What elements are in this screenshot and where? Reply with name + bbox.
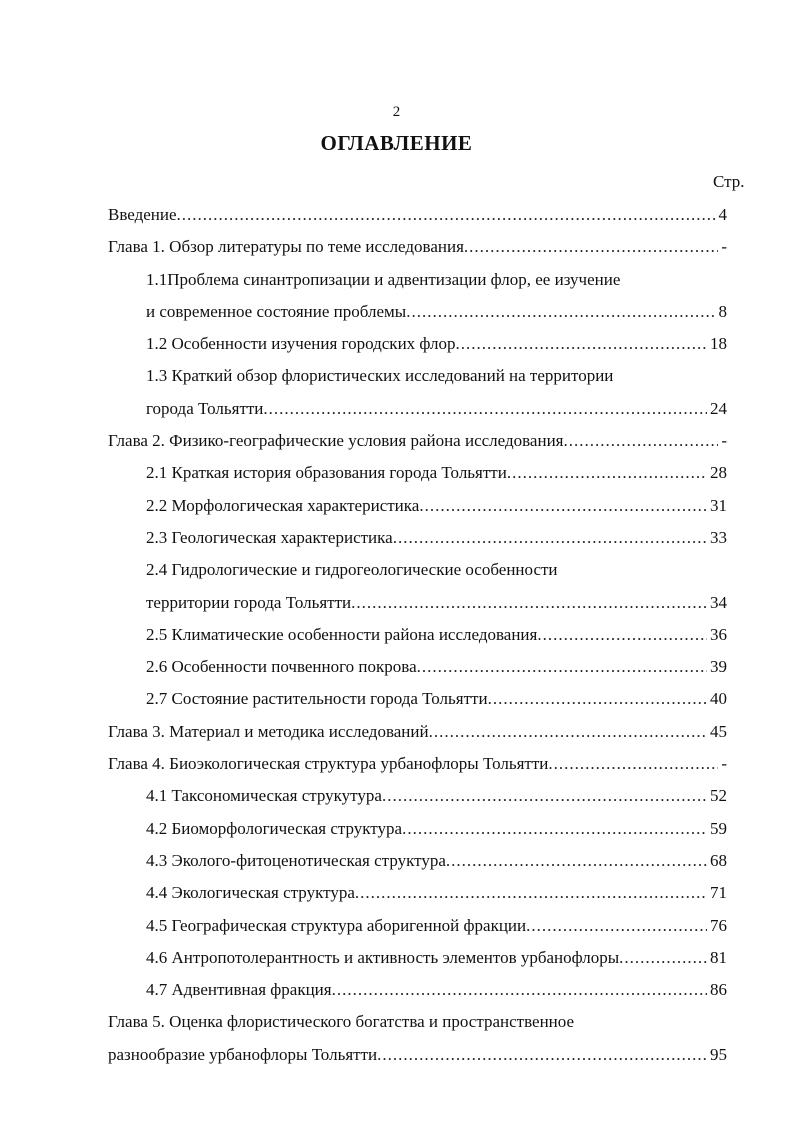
toc-entry — [0, 1042, 727, 1074]
toc-entry-page: - — [721, 237, 727, 257]
toc-entry — [0, 299, 727, 331]
toc-entry-title: города Тольятти — [146, 398, 264, 418]
toc-entry-title: 4.4 Экологическая структура — [146, 883, 355, 903]
toc-entry — [0, 493, 727, 525]
toc-entry-page: 40 — [710, 689, 727, 709]
toc-entry-title: Глава 5. Оценка флористического богатства и пространственное — [108, 1012, 575, 1032]
toc-entry-title: 1.2 Особенности изучения городских флор — [146, 334, 456, 354]
toc-entry-title: 2.1 Краткая история образования города Тольятти — [146, 463, 507, 483]
toc-entry — [0, 945, 727, 977]
toc-entry-page: 34 — [710, 592, 727, 612]
dot-leader — [355, 880, 707, 912]
toc-entry — [0, 557, 793, 589]
toc-entry-page: - — [721, 754, 727, 774]
toc-entry — [0, 816, 727, 848]
toc-entry — [0, 686, 727, 718]
toc-entry-title: 2.7 Состояние растительности города Тольятти — [146, 689, 488, 709]
toc-entry-page: 76 — [710, 915, 727, 935]
toc-entry-title: 4.7 Адвентивная фракция — [146, 980, 332, 1000]
dot-leader — [263, 396, 707, 428]
dot-leader — [177, 202, 716, 234]
toc-entry — [0, 428, 727, 460]
toc-entry-title: 2.6 Особенности почвенного покрова — [146, 657, 417, 677]
page-column-label: Стр. — [713, 172, 745, 191]
dot-leader — [446, 848, 707, 880]
toc-entry-page: 28 — [710, 463, 727, 483]
page-title: ОГЛАВЛЕНИЕ — [320, 131, 473, 155]
toc-entry — [0, 654, 727, 686]
toc-entry — [0, 783, 727, 815]
dot-leader — [563, 428, 718, 460]
dot-leader — [351, 590, 707, 622]
toc-entry — [0, 880, 727, 912]
toc-entry — [0, 1009, 793, 1041]
toc-entry-page: 36 — [710, 624, 727, 644]
toc-entry-page: 18 — [710, 334, 727, 354]
toc-entry-title: Глава 4. Биоэкологическая структура урбанофлоры Тольятти — [108, 754, 549, 774]
toc-entry — [0, 460, 727, 492]
toc-entry-page: 71 — [710, 883, 727, 903]
toc-entry — [0, 590, 727, 622]
toc-entry-page: 45 — [710, 721, 727, 741]
toc-entry-title: 2.2 Морфологическая характеристика — [146, 495, 420, 515]
dot-leader — [417, 654, 707, 686]
dot-leader — [382, 783, 707, 815]
toc-entry-page: 8 — [718, 301, 727, 321]
dot-leader — [456, 331, 708, 363]
toc-entry-title: 4.5 Географическая структура аборигенной фракции — [146, 915, 527, 935]
toc-entry — [0, 331, 727, 363]
toc-entry-page: - — [721, 431, 727, 451]
toc-entry-page: 95 — [710, 1044, 727, 1064]
toc-entry — [0, 396, 727, 428]
toc-entry-page: 33 — [710, 527, 727, 547]
toc-entry-title: 4.6 Антропотолерантность и активность элементов урбанофлоры — [146, 947, 620, 967]
dot-leader — [393, 525, 707, 557]
dot-leader — [464, 234, 718, 266]
toc-entry — [0, 977, 727, 1009]
toc-entry — [0, 622, 727, 654]
toc-entry-page: 52 — [710, 786, 727, 806]
toc-entry-page: 68 — [710, 850, 727, 870]
toc-entry-page: 4 — [718, 205, 727, 224]
toc-entry-title: Глава 2. Физико-географические условия района исследования — [108, 431, 564, 451]
toc-entry-page: 86 — [710, 980, 727, 1000]
toc-entry — [0, 719, 727, 751]
toc-entry-title: 4.1 Таксономическая струкутура — [146, 786, 382, 806]
dot-leader — [406, 299, 715, 331]
dot-leader — [619, 945, 707, 977]
toc-entry — [0, 525, 727, 557]
toc-entry-title: Глава 1. Обзор литературы по теме исследования — [108, 237, 464, 257]
toc-entry-page: 39 — [710, 657, 727, 677]
toc-entry-page: 24 — [710, 398, 727, 418]
toc-entry — [0, 202, 727, 234]
dot-leader — [488, 686, 707, 718]
toc-entry-title: 2.3 Геологическая характеристика — [146, 527, 393, 547]
toc-entry-title: 4.2 Биоморфологическая структура — [146, 818, 403, 838]
toc-entry-title: Введение — [108, 205, 177, 224]
toc-entry — [0, 234, 727, 266]
table-of-contents — [0, 202, 793, 1074]
toc-entry-title: 1.1Проблема синантропизации и адвентизации флор, ее изучение — [146, 269, 621, 289]
toc-entry — [0, 913, 727, 945]
toc-entry-title: и современное состояние проблемы — [146, 301, 407, 321]
dot-leader — [507, 460, 707, 492]
toc-entry-title: 1.3 Краткий обзор флористических исследований на территории — [146, 366, 614, 386]
dot-leader — [537, 622, 707, 654]
dot-leader — [377, 1042, 707, 1074]
toc-entry-title: территории города Тольятти — [146, 592, 352, 612]
dot-leader — [548, 751, 718, 783]
page-number: 2 — [392, 104, 401, 120]
toc-entry — [0, 267, 793, 299]
toc-entry-title: Глава 3. Материал и методика исследований — [108, 721, 429, 741]
dot-leader — [526, 913, 707, 945]
toc-entry-page: 31 — [710, 495, 727, 515]
toc-entry-title: 2.5 Климатические особенности района исследования — [146, 624, 538, 644]
toc-entry-title: разнообразие урбанофлоры Тольятти — [108, 1044, 378, 1064]
toc-entry — [0, 751, 727, 783]
dot-leader — [332, 977, 707, 1009]
toc-entry-page: 81 — [710, 947, 727, 967]
dot-leader — [419, 493, 707, 525]
toc-entry — [0, 363, 793, 395]
toc-entry-title: 4.3 Эколого-фитоценотическая структура — [146, 850, 446, 870]
toc-entry — [0, 848, 727, 880]
toc-entry-title: 2.4 Гидрологические и гидрогеологические особенности — [146, 560, 558, 580]
toc-entry-page: 59 — [710, 818, 727, 838]
dot-leader — [429, 719, 707, 751]
dot-leader — [402, 816, 707, 848]
